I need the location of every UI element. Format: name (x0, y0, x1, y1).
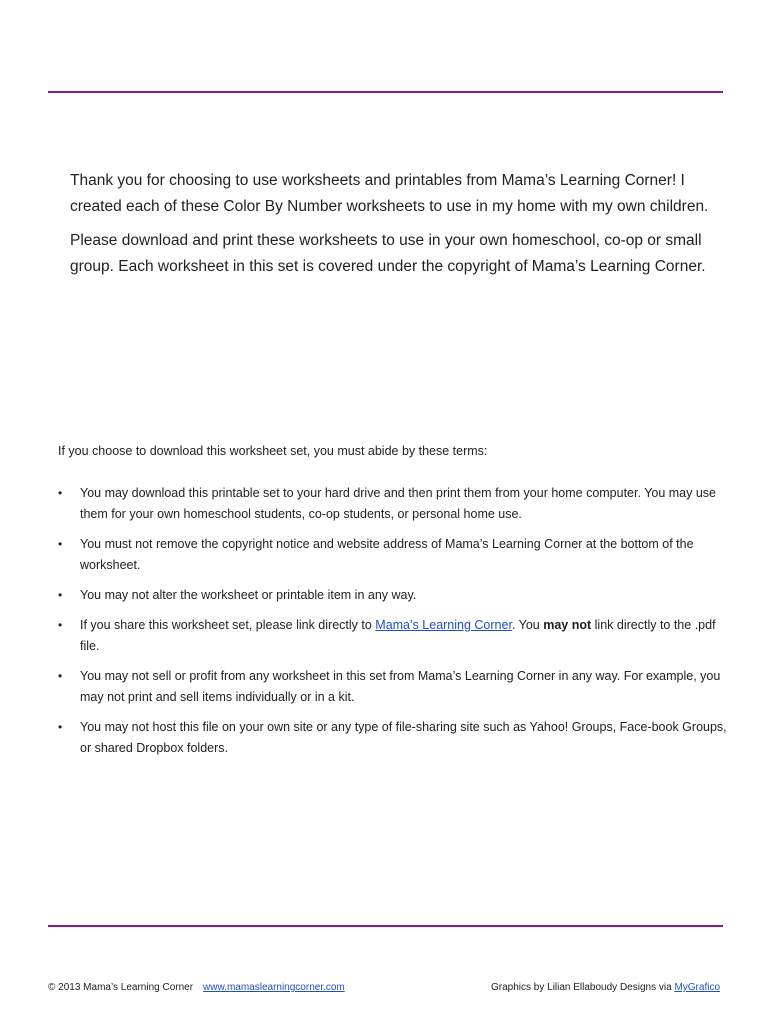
term-text-middle: . You (511, 618, 544, 632)
intro-paragraph-1: Thank you for choosing to use worksheets and printables from Mama’s Learning Corner! I created each of these Color By Number worksheets to use in my home with my own children. (70, 172, 709, 215)
term-text: You may not host this file on your own site or any type of file-sharing site such as Yahoo! Groups, Face-book Groups, or shared Dropbox folders. (80, 720, 727, 755)
copyright-text: © 2013 Mama’s Learning Corner (48, 982, 194, 993)
bullet-icon: • (58, 537, 63, 551)
list-item (56, 585, 732, 606)
list-item (56, 666, 732, 708)
term-text: You may not alter the worksheet or printable item in any way. (80, 588, 417, 602)
bullet-icon: • (58, 720, 63, 734)
term-text-before-link: If you share this worksheet set, please link directly to (80, 618, 376, 632)
term-text-after: link directly to the .pdf file. (80, 618, 716, 653)
term-text: You may download this printable set to your hard drive and then print them from your home computer. You may use them for your own homeschool students, co-op students, or personal home use. (80, 486, 717, 521)
credits-text: Graphics by Lilian Ellaboudy Designs via (491, 982, 675, 993)
term-text-bold: may not (543, 618, 592, 632)
website-link[interactable]: www.mamaslearningcorner.com (203, 982, 345, 993)
intro-paragraph-2: Please download and print these worksheets to use in your own homeschool, co-op or small group. Each worksheet in this set is covered under the copyright of Mama’s Learning Corner. (70, 232, 706, 275)
list-item (56, 717, 732, 759)
list-item (56, 534, 732, 576)
footer-right (491, 980, 720, 996)
footer-left (48, 980, 345, 996)
bullet-icon: • (58, 486, 63, 500)
list-item (56, 615, 732, 657)
bullet-icon: • (58, 669, 63, 683)
term-text: You must not remove the copyright notice and website address of Mama’s Learning Corner at the bottom of the worksheet. (80, 537, 694, 572)
term-text: You may not sell or profit from any worksheet in this set from Mama’s Learning Corner in any way. For example, you may not print and sell items individually or in a kit. (80, 669, 721, 704)
bullet-icon: • (58, 618, 63, 632)
terms-list (56, 483, 732, 768)
bottom-divider (48, 925, 723, 927)
top-divider (48, 91, 723, 93)
mamas-learning-corner-link[interactable]: Mama’s Learning Corner (375, 618, 512, 632)
intro-section (70, 168, 720, 288)
terms-lead: If you choose to download this worksheet set, you must abide by these terms: (58, 444, 488, 458)
bullet-icon: • (58, 588, 63, 602)
list-item (56, 483, 732, 525)
mygrafico-link[interactable]: MyGrafico (674, 982, 720, 993)
